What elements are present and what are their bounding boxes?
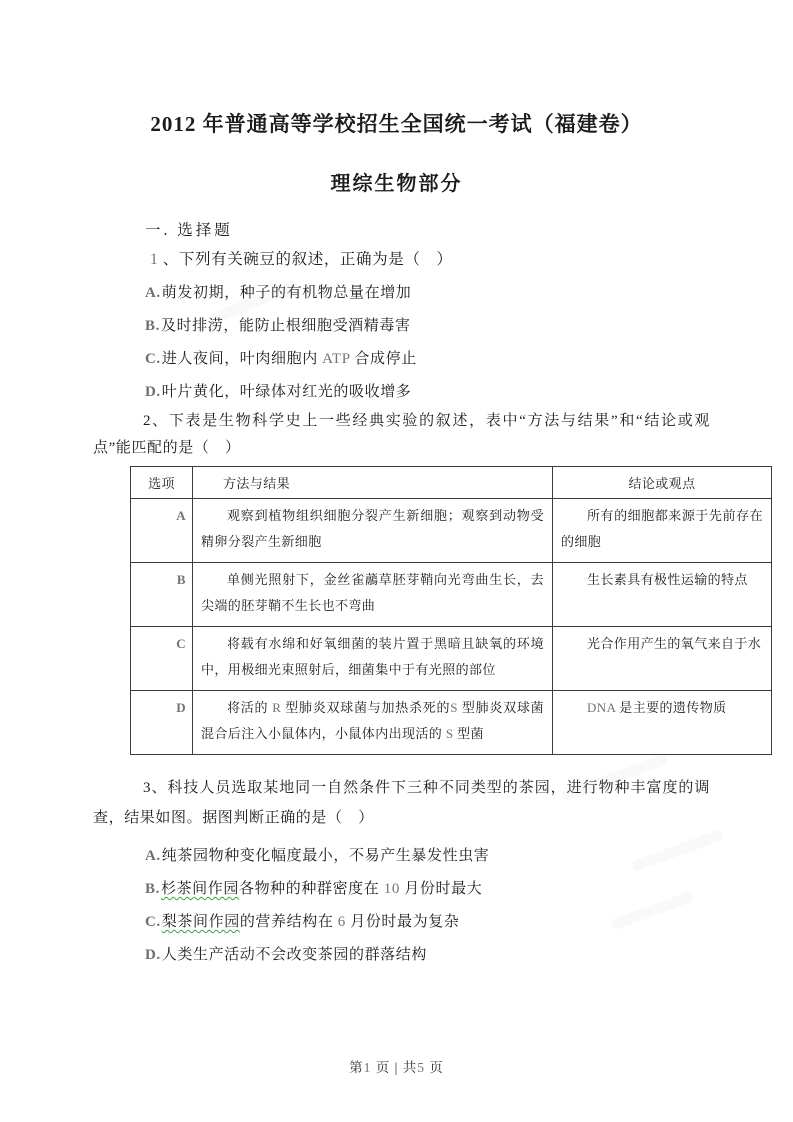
option-text: 萌发初期，种子的有机物总量在增加 bbox=[161, 285, 412, 301]
spellcheck-underlined-text: 杉茶间作园 bbox=[160, 881, 239, 897]
row-method-cell: 将载有水绵和好氧细菌的装片置于黑暗且缺氧的环境中，用极细光束照射后，细菌集中于有光照的部位 bbox=[193, 627, 553, 691]
row-conclusion-cell: DNA 是主要的遗传物质 bbox=[553, 691, 772, 755]
q3-option-a bbox=[145, 846, 713, 866]
row-option-cell: D bbox=[131, 691, 193, 755]
option-text: 各物种的种群密度在 10 月份时最大 bbox=[238, 881, 483, 897]
q1-option-d bbox=[145, 382, 713, 402]
document-body bbox=[93, 214, 763, 965]
q1-option-c bbox=[145, 349, 713, 369]
q1-option-b bbox=[145, 316, 713, 336]
spellcheck-underlined-text: 梨茶间作园 bbox=[161, 914, 240, 930]
row-option-cell: C bbox=[131, 627, 193, 691]
page-footer: 第1 页 | 共5 页 bbox=[349, 1060, 444, 1075]
q2-experiments-table bbox=[130, 466, 772, 755]
option-text: 的营养结构在 6 月份时最为复杂 bbox=[239, 914, 460, 930]
q3-option-c bbox=[145, 912, 713, 932]
option-text: 及时排涝，能防止根细胞受酒精毒害 bbox=[160, 318, 411, 334]
option-text: 纯茶园物种变化幅度最小，不易产生暴发性虫害 bbox=[161, 848, 490, 864]
option-text: 进人夜间，叶肉细胞内 ATP 合成停止 bbox=[161, 351, 417, 367]
row-method-cell: 将活的 R 型肺炎双球菌与加热杀死的S 型肺炎双球菌混合后注入小鼠体内，小鼠体内出现活的 S 型菌 bbox=[193, 691, 553, 755]
column-header-method: 方法与结果 bbox=[193, 467, 553, 499]
row-option-cell: A bbox=[131, 499, 193, 563]
table-header-row bbox=[131, 467, 772, 499]
q3-option-b bbox=[145, 879, 713, 899]
row-method-cell: 单侧光照射下，金丝雀虉草胚芽鞘向光弯曲生长，去尖端的胚芽鞘不生长也不弯曲 bbox=[193, 563, 553, 627]
row-conclusion-cell: 光合作用产生的氧气来自于水 bbox=[553, 627, 772, 691]
page-title: 2012 年普通高等学校招生全国统一考试（福建卷） bbox=[150, 112, 643, 136]
question-1-stem: 1 、下列有关碗豆的叙述，正确为是（ ） bbox=[150, 251, 453, 268]
option-text: 人类生产活动不会改变茶园的群落结构 bbox=[161, 947, 427, 963]
row-method-cell: 观察到植物组织细胞分裂产生新细胞；观察到动物受精卵分裂产生新细胞 bbox=[193, 499, 553, 563]
row-conclusion-cell: 生长素具有极性运输的特点 bbox=[553, 563, 772, 627]
question-2-stem: 2、下表是生物科学史上一些经典实验的叙述，表中“方法与结果”和“结论或观点”能匹配的是（ ） bbox=[93, 413, 710, 456]
column-header-conclusion: 结论或观点 bbox=[553, 467, 772, 499]
option-letter: D. bbox=[145, 947, 161, 963]
table-row-d bbox=[131, 691, 772, 755]
question-3-stem: 3、科技人员选取某地同一自然条件下三种不同类型的茶园，进行物种丰富度的调查，结果如图。据图判断正确的是（ ） bbox=[93, 780, 710, 826]
column-header-option: 选项 bbox=[131, 467, 193, 499]
q3-option-d bbox=[145, 945, 713, 965]
option-letter: C. bbox=[145, 351, 161, 367]
table-row-b bbox=[131, 563, 772, 627]
option-letter: A. bbox=[145, 848, 161, 864]
section-heading: 一. 选择题 bbox=[145, 222, 233, 239]
row-option-cell: B bbox=[131, 563, 193, 627]
option-letter: C. bbox=[145, 914, 161, 930]
option-letter: A. bbox=[145, 285, 161, 301]
page-subtitle: 理综生物部分 bbox=[330, 173, 463, 195]
option-letter: D. bbox=[145, 384, 161, 400]
table-row-c bbox=[131, 627, 772, 691]
option-text: 叶片黄化，叶绿体对红光的吸收增多 bbox=[161, 384, 412, 400]
q1-option-a bbox=[145, 283, 713, 303]
option-letter: B. bbox=[145, 318, 160, 334]
row-conclusion-cell: 所有的细胞都来源于先前存在的细胞 bbox=[553, 499, 772, 563]
option-letter: B. bbox=[145, 881, 160, 897]
table-row-a bbox=[131, 499, 772, 563]
